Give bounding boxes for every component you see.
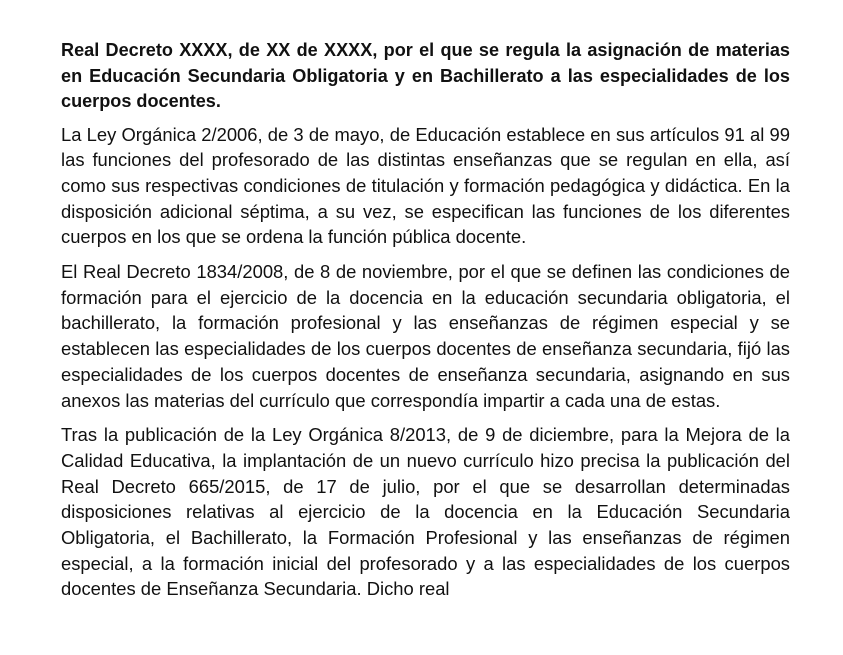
document-title: Real Decreto XXXX, de XX de XXXX, por el que se regula la asignación de materias en Educación Secundaria Obligatoria y en Bachillerato a las especialidades de los cuerpos docentes. <box>61 40 790 111</box>
document-page <box>61 38 790 611</box>
paragraph-3: Tras la publicación de la Ley Orgánica 8/2013, de 9 de diciembre, para la Mejora de la Calidad Educativa, la implantación de un nuevo currículo hizo precisa la publicación del Real Decreto 665/2015, de 17 de julio, por el que se desarrollan determinadas disposiciones relativas al ejercicio de la docencia en la Educación Secundaria Obligatoria, el Bachillerato, la Formación Profesional y las enseñanzas de régimen especial, a la formación inicial del profesorado y a las especialidades de los cuerpos docentes de Enseñanza Secundaria. Dicho real <box>61 424 790 600</box>
paragraph-2: El Real Decreto 1834/2008, de 8 de noviembre, por el que se definen las condiciones de formación para el ejercicio de la docencia en la educación secundaria obligatoria, el bachillerato, la formación profesional y las enseñanzas de régimen especial y se establecen las especialidades de los cuerpos docentes de enseñanza secundaria, fijó las especialidades de los cuerpos docentes de enseñanza secundaria, asignando en sus anexos las materias del currículo que correspondía impartir a cada una de estas. <box>61 261 790 411</box>
paragraph-1: La Ley Orgánica 2/2006, de 3 de mayo, de Educación establece en sus artículos 91 al 99 las funciones del profesorado de las distintas enseñanzas que se regulan en ella, así como sus respectivas condiciones de titulación y formación pedagógica y didáctica. En la disposición adicional séptima, a su vez, se especifican las funciones de los diferentes cuerpos en los que se ordena la función pública docente. <box>61 123 790 248</box>
